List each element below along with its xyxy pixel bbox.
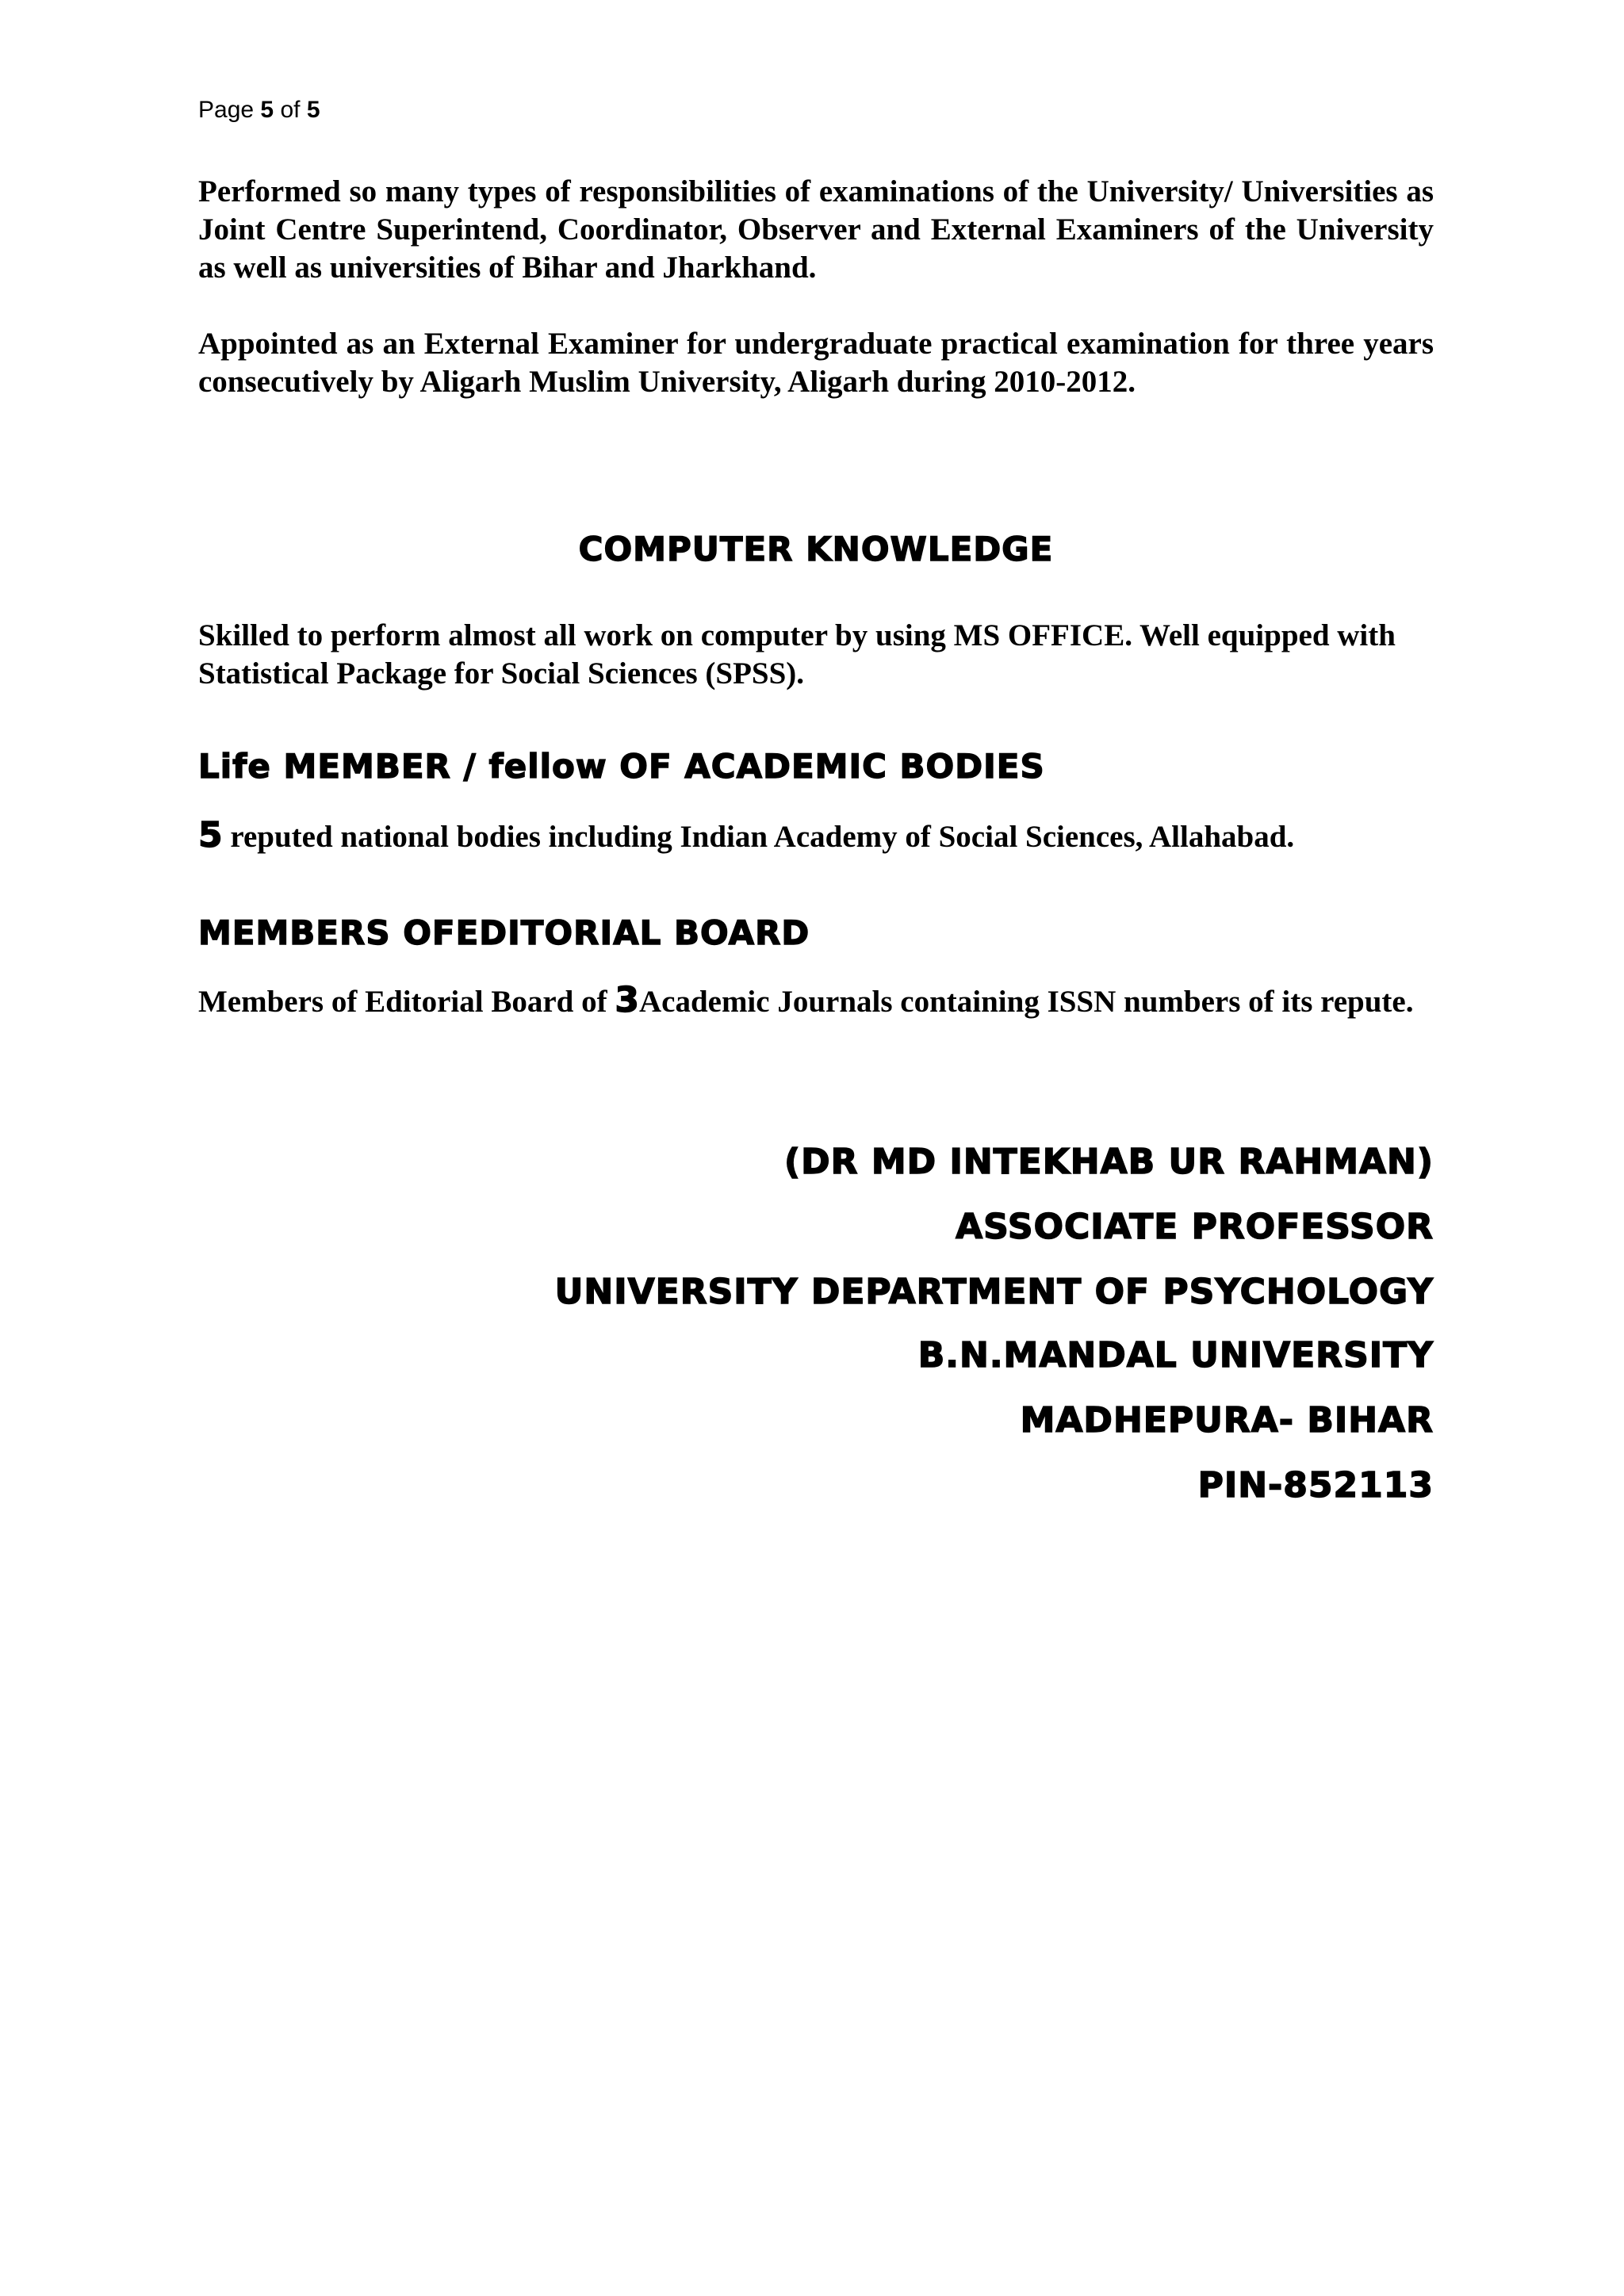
- examination-duties-paragraph: Performed so many types of responsibilities of examinations of the University/ Universities as Joint Centre Superintend, Coordinator, Observer and External Examiners of the University as well as universities of Bihar and Jharkhand.: [198, 174, 1434, 285]
- page-number-prefix: Page: [198, 97, 255, 123]
- editorial-board-count: 3: [615, 980, 639, 1020]
- page-number: [198, 98, 320, 122]
- computer-knowledge-heading: COMPUTER KNOWLEDGE: [578, 530, 1054, 568]
- page-number-of: of: [280, 97, 301, 123]
- life-member-count: 5: [198, 815, 223, 855]
- signature-pin: PIN-852113: [1197, 1465, 1434, 1506]
- signature-university: B.N.MANDAL UNIVERSITY: [917, 1335, 1434, 1376]
- signature-name: (DR MD INTEKHAB UR RAHMAN): [783, 1142, 1434, 1182]
- computer-knowledge-text: Skilled to perform almost all work on computer by using MS OFFICE. Well equipped with Statistical Package for Social Sciences (SPSS).: [198, 618, 1396, 691]
- life-member-heading: Life MEMBER / fellow OF ACADEMIC BODIES: [198, 747, 1045, 786]
- page-number-current: 5: [260, 97, 274, 123]
- editorial-board-text-before: Members of Editorial Board of: [198, 985, 615, 1019]
- life-member-text: reputed national bodies including Indian Academy of Social Sciences, Allahabad.: [222, 820, 1295, 854]
- signature-title: ASSOCIATE PROFESSOR: [956, 1207, 1434, 1247]
- editorial-board-heading: MEMBERS OFEDITORIAL BOARD: [198, 913, 810, 952]
- editorial-board-paragraph: [198, 982, 1434, 1021]
- page-number-total: 5: [306, 97, 320, 123]
- external-examiner-paragraph: Appointed as an External Examiner for undergraduate practical examination for three years consecutively by Aligarh Muslim University, Aligarh during 2010-2012.: [198, 327, 1434, 399]
- editorial-board-text-after: Academic Journals containing ISSN numbers of its repute.: [638, 985, 1414, 1019]
- life-member-paragraph: [198, 817, 1434, 856]
- signature-department: UNIVERSITY DEPARTMENT OF PSYCHOLOGY: [554, 1272, 1434, 1312]
- signature-location: MADHEPURA- BIHAR: [1020, 1400, 1434, 1441]
